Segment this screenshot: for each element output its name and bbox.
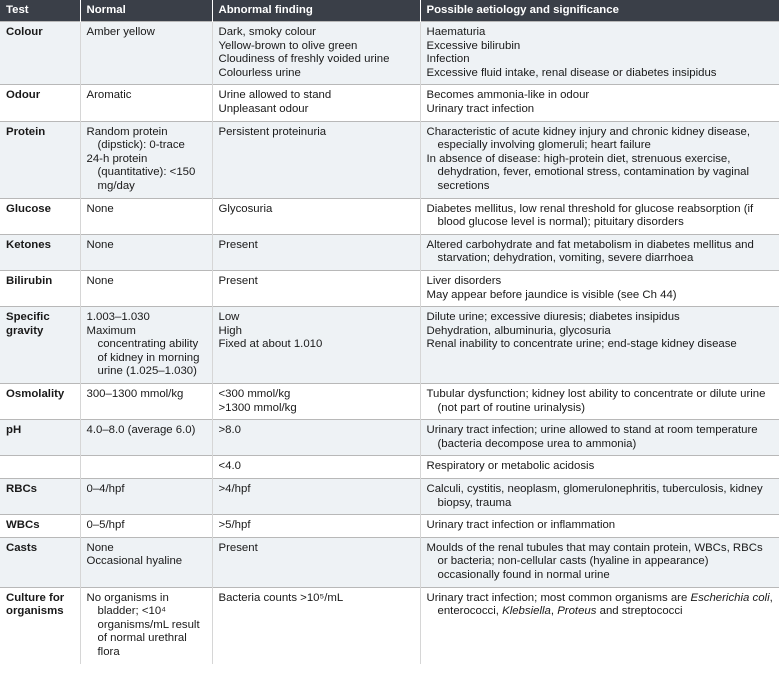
- abnormal-line: Unpleasant odour: [218, 102, 309, 115]
- aetiology-line: Tubular dysfunction; kidney lost ability to concentrate or dilute urine (not part of routine urinalysis): [426, 388, 766, 414]
- aetiology-line: In absence of disease: high-protein diet, strenuous exercise, dehydration, fever, emotional stress, contamination by vaginal secretions: [426, 152, 750, 192]
- header-test: Test: [0, 0, 80, 22]
- abnormal-line: >8.0: [218, 424, 241, 437]
- normal-cell: [80, 587, 212, 663]
- normal-cell: [80, 307, 212, 384]
- table-row: [0, 515, 779, 538]
- aetiology-line: Dehydration, albuminuria, glycosuria: [426, 324, 611, 337]
- normal-cell: [80, 479, 212, 515]
- table-row: [0, 537, 779, 587]
- header-row: [0, 0, 779, 22]
- normal-cell: [80, 198, 212, 234]
- abnormal-line: Colourless urine: [218, 66, 301, 79]
- table-row: [0, 22, 779, 85]
- abnormal-line: Dark, smoky colour: [218, 26, 316, 38]
- normal-line: 0–4/hpf: [86, 483, 125, 496]
- abnormal-line: Present: [218, 274, 258, 287]
- aetiology-cell: [420, 384, 779, 420]
- table-row: [0, 479, 779, 515]
- abnormal-line: >4/hpf: [218, 483, 251, 496]
- normal-line: Occasional hyaline: [86, 555, 183, 568]
- table-row: [0, 121, 779, 198]
- aetiology-cell: [420, 587, 779, 663]
- normal-cell: [80, 420, 212, 456]
- normal-line: Maximum concentrating ability of kidney in morning urine (1.025–1.030): [86, 324, 200, 378]
- abnormal-cell: [212, 515, 420, 538]
- aetiology-cell: [420, 537, 779, 587]
- aetiology-line: Respiratory or metabolic acidosis: [426, 460, 595, 473]
- aetiology-line: Calculi, cystitis, neoplasm, glomerulonephritis, tuberculosis, kidney biopsy, trauma: [426, 483, 763, 509]
- abnormal-cell: [212, 479, 420, 515]
- aetiology-line: Dilute urine; excessive diuresis; diabetes insipidus: [426, 311, 680, 324]
- table-row: [0, 270, 779, 306]
- aetiology-line: Becomes ammonia-like in odour: [426, 89, 590, 102]
- aetiology-line: Characteristic of acute kidney injury and chronic kidney disease, especially involving glomeruli; heart failure: [426, 125, 751, 152]
- test-name: Bilirubin: [0, 270, 80, 306]
- normal-cell: [80, 121, 212, 198]
- aetiology-cell: [420, 22, 779, 85]
- aetiology-cell: [420, 85, 779, 121]
- normal-line: 1.003–1.030: [86, 311, 150, 324]
- test-name: Casts: [0, 537, 80, 587]
- abnormal-cell: [212, 234, 420, 270]
- abnormal-cell: [212, 420, 420, 456]
- aetiology-line: Urinary tract infection; urine allowed to stand at room temperature (bacteria decompose urea to ammonia): [426, 424, 758, 450]
- abnormal-cell: [212, 85, 420, 121]
- normal-cell: [80, 515, 212, 538]
- abnormal-line: Fixed at about 1.010: [218, 338, 323, 351]
- test-name: Osmolality: [0, 384, 80, 420]
- normal-line: No organisms in bladder; <10⁴ organisms/mL result of normal urethral flora: [86, 591, 200, 658]
- test-name: Protein: [0, 121, 80, 198]
- normal-line: 4.0–8.0 (average 6.0): [86, 424, 196, 437]
- table-row: [0, 85, 779, 121]
- test-name: RBCs: [0, 479, 80, 515]
- normal-line: None: [86, 202, 114, 215]
- aetiology-cell: [420, 307, 779, 384]
- aetiology-line: Diabetes mellitus, low renal threshold for glucose reabsorption (if blood glucose level is normal); pituitary disorders: [426, 202, 754, 229]
- aetiology-line: Moulds of the renal tubules that may contain protein, WBCs, RBCs or bacteria; non-cellular casts (hyaline in appearance) occasionally found in normal urine: [426, 541, 763, 581]
- normal-cell: [80, 537, 212, 587]
- normal-line: 0–5/hpf: [86, 519, 125, 532]
- test-name: WBCs: [0, 515, 80, 538]
- header-normal: Normal: [80, 0, 212, 22]
- header-abnormal: Abnormal finding: [212, 0, 420, 22]
- test-name: Ketones: [0, 234, 80, 270]
- abnormal-line: High: [218, 324, 242, 337]
- abnormal-cell: [212, 384, 420, 420]
- test-name: Odour: [0, 85, 80, 121]
- abnormal-line: <4.0: [218, 460, 241, 473]
- aetiology-cell: [420, 121, 779, 198]
- aetiology-cell: [420, 515, 779, 538]
- table-row: [0, 587, 779, 663]
- aetiology-line: Urinary tract infection: [426, 102, 535, 115]
- aetiology-cell: [420, 479, 779, 515]
- normal-line: Amber yellow: [86, 26, 155, 38]
- normal-cell: [80, 22, 212, 85]
- abnormal-line: >5/hpf: [218, 519, 251, 532]
- aetiology-line: Urinary tract infection or inflammation: [426, 519, 616, 532]
- table-row: [0, 307, 779, 384]
- abnormal-cell: [212, 198, 420, 234]
- aetiology-line: May appear before jaundice is visible (see Ch 44): [426, 288, 677, 301]
- normal-line: None: [86, 238, 114, 251]
- abnormal-cell: [212, 121, 420, 198]
- aetiology-line: Liver disorders: [426, 274, 502, 287]
- table-row: [0, 420, 779, 456]
- aetiology-cell: [420, 270, 779, 306]
- abnormal-line: Low: [218, 311, 240, 324]
- normal-line: 24-h protein (quantitative): <150 mg/day: [86, 152, 196, 192]
- normal-cell: [80, 456, 212, 479]
- test-name: [0, 456, 80, 479]
- aetiology-cell: [420, 456, 779, 479]
- normal-cell: [80, 234, 212, 270]
- abnormal-line: Present: [218, 541, 258, 554]
- abnormal-cell: [212, 22, 420, 85]
- abnormal-line: Present: [218, 238, 258, 251]
- aetiology-line: Renal inability to concentrate urine; end-stage kidney disease: [426, 338, 737, 351]
- aetiology-line: Excessive bilirubin: [426, 39, 521, 52]
- table-row: [0, 198, 779, 234]
- test-name: Specific gravity: [0, 307, 80, 384]
- aetiology-line: Urinary tract infection; most common organisms are Escherichia coli, enterococci, Klebsiella, Proteus and streptococci: [426, 591, 773, 618]
- normal-cell: [80, 270, 212, 306]
- normal-line: Aromatic: [86, 89, 132, 102]
- aetiology-cell: [420, 198, 779, 234]
- abnormal-line: Bacteria counts >10⁵/mL: [218, 591, 344, 604]
- abnormal-line: Urine allowed to stand: [218, 89, 332, 102]
- abnormal-cell: [212, 307, 420, 384]
- aetiology-line: Altered carbohydrate and fat metabolism in diabetes mellitus and starvation; dehydration, vomiting, severe diarrhoea: [426, 238, 754, 265]
- aetiology-cell: [420, 234, 779, 270]
- normal-line: None: [86, 541, 114, 554]
- abnormal-line: <300 mmol/kg: [218, 388, 291, 401]
- abnormal-line: >1300 mmol/kg: [218, 401, 297, 414]
- normal-cell: [80, 384, 212, 420]
- aetiology-line: Infection: [426, 53, 470, 66]
- aetiology-line: Haematuria: [426, 26, 486, 38]
- test-name: pH: [0, 420, 80, 456]
- abnormal-line: Persistent proteinuria: [218, 125, 327, 138]
- test-name: Culture for organisms: [0, 587, 80, 663]
- abnormal-line: Glycosuria: [218, 202, 273, 215]
- aetiology-line: Excessive fluid intake, renal disease or diabetes insipidus: [426, 66, 717, 79]
- header-aetiology: Possible aetiology and significance: [420, 0, 779, 22]
- abnormal-cell: [212, 456, 420, 479]
- normal-line: 300–1300 mmol/kg: [86, 388, 184, 401]
- abnormal-cell: [212, 587, 420, 663]
- table-row: [0, 456, 779, 479]
- normal-cell: [80, 85, 212, 121]
- table-row: [0, 234, 779, 270]
- normal-line: None: [86, 274, 114, 287]
- abnormal-line: Yellow-brown to olive green: [218, 39, 358, 52]
- aetiology-cell: [420, 420, 779, 456]
- test-name: Glucose: [0, 198, 80, 234]
- abnormal-cell: [212, 270, 420, 306]
- test-name: Colour: [0, 22, 80, 85]
- abnormal-cell: [212, 537, 420, 587]
- abnormal-line: Cloudiness of freshly voided urine: [218, 53, 390, 66]
- table-row: [0, 384, 779, 420]
- normal-line: Random protein (dipstick): 0-trace: [86, 125, 185, 152]
